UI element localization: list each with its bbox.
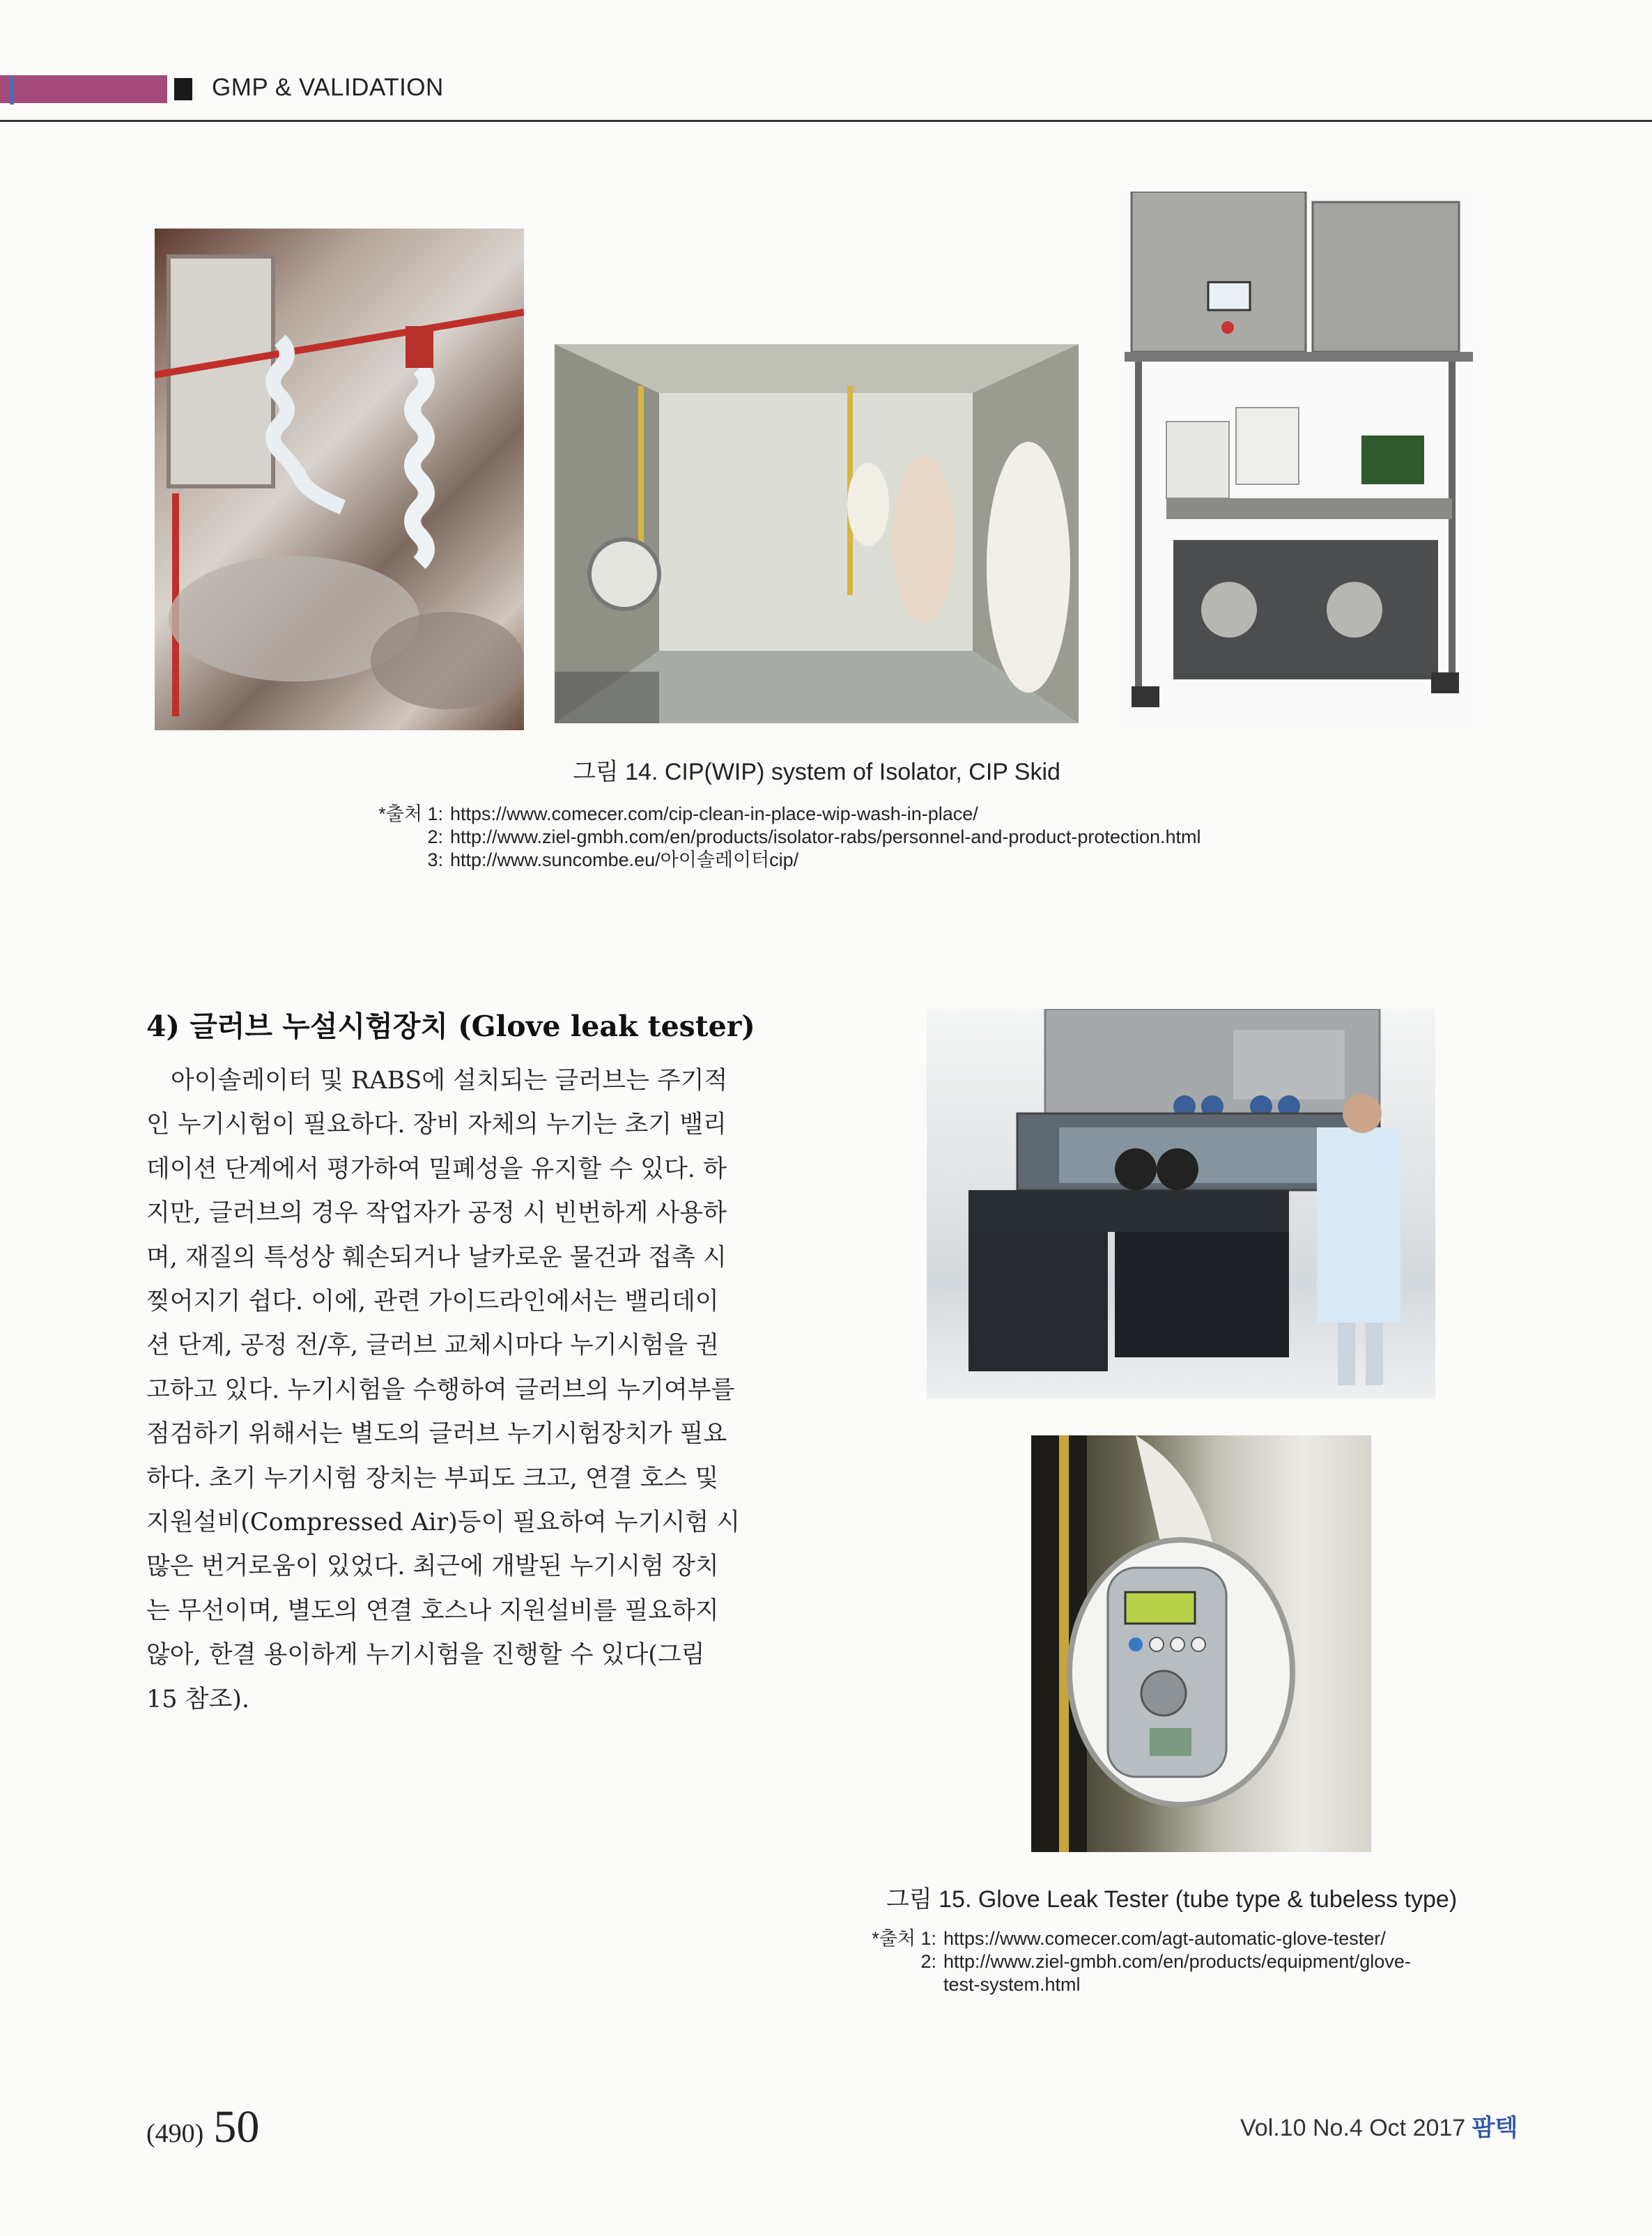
issue-label: Vol.10 No.4 Oct 2017 (1240, 2115, 1466, 2141)
body-line: 지만, 글러브의 경우 작업자가 공정 시 빈번하게 사용하 (146, 1199, 727, 1228)
body-line: 찢어지기 쉽다. 이에, 관련 가이드라인에서는 밸리데이 (146, 1288, 719, 1316)
source-url: https://www.comecer.com/cip-clean-in-place-wip-wash-in-place/ (450, 803, 978, 824)
body-line: 지원설비(Compressed Air)등이 필요하여 누기시험 시 (146, 1509, 741, 1537)
body-line: 인 누기시험이 필요하다. 장비 자체의 누기는 초기 밸리 (146, 1111, 727, 1139)
page-number: 50 (213, 2102, 260, 2152)
header-accent-bar (0, 75, 167, 103)
photo-cip-skid (1125, 192, 1473, 728)
figure14-sources (368, 803, 1201, 872)
page-prefix: (490) (146, 2119, 204, 2148)
body-line: 하다. 초기 누기시험 장치는 부피도 크고, 연결 호스 및 (146, 1464, 719, 1493)
source-row (861, 1927, 1411, 1950)
source-url-continuation: test-system.html (943, 1974, 1081, 1995)
header-edge-mark (10, 77, 14, 105)
body-line: 며, 재질의 특성상 훼손되거나 날카로운 물건과 접촉 시 (146, 1243, 727, 1272)
body-line: 점검하기 위해서는 별도의 글러브 누기시험장치가 필요 (146, 1420, 727, 1449)
magazine-brand: 팜텍 (1472, 2114, 1518, 2142)
photo-isolator-interior-gloves (555, 344, 1079, 723)
source-label: *출처 1: (872, 1928, 936, 1949)
source-url: http://www.suncombe.eu/아이솔레이터cip/ (450, 849, 799, 870)
source-url: https://www.comecer.com/agt-automatic-glove-tester/ (943, 1928, 1386, 1949)
figure15-caption: 그림 15. Glove Leak Tester (tube type & tubeless type) (886, 1886, 1458, 1913)
section-heading: 4) 글러브 누설시험장치 (Glove leak tester) (146, 1010, 755, 1043)
article-body (146, 1059, 819, 1722)
body-line: 는 무선이며, 별도의 연결 호스나 지원설비를 필요하지 (146, 1596, 719, 1625)
source-label: 2: (920, 1951, 936, 1972)
photo-tubeless-glove-tester (1031, 1435, 1371, 1852)
issue-info (1240, 2108, 1518, 2143)
body-line: 데이션 단계에서 평가하여 밀폐성을 유지할 수 있다. 하 (146, 1155, 727, 1183)
source-label: 2: (427, 826, 443, 847)
source-row (368, 849, 1201, 872)
body-line: 고하고 있다. 누기시험을 수행하여 글러브의 누기여부를 (146, 1375, 735, 1404)
photo-isolator-cip-hoses (155, 229, 524, 730)
source-row (368, 826, 1201, 849)
section-title: GMP & VALIDATION (212, 74, 444, 101)
source-row (861, 1950, 1411, 1973)
page-number-block (146, 2101, 259, 2154)
header-rule (0, 120, 1652, 122)
body-line: 아이솔레이터 및 RABS에 설치되는 글러브는 주기적 (146, 1067, 728, 1095)
source-url: http://www.ziel-gmbh.com/en/products/equipment/glove- (943, 1951, 1411, 1972)
source-url: http://www.ziel-gmbh.com/en/products/isolator-rabs/personnel-and-product-protection.html (450, 826, 1201, 847)
source-row (368, 803, 1201, 826)
source-label: *출처 1: (378, 803, 443, 824)
body-line: 많은 번거로움이 있었다. 최근에 개발된 누기시험 장치 (146, 1552, 719, 1581)
body-line: 션 단계, 공정 전/후, 글러브 교체시마다 누기시험을 권 (146, 1332, 719, 1360)
photo-glove-leak-tester-operator (927, 1009, 1435, 1399)
body-line: 15 참조). (146, 1685, 250, 1713)
body-line: 않아, 한결 용이하게 누기시험을 진행할 수 있다(그림 (146, 1641, 705, 1670)
figure14-caption: 그림 14. CIP(WIP) system of Isolator, CIP Skid (573, 759, 1060, 785)
figure15-sources (861, 1927, 1411, 1996)
source-label: 3: (427, 849, 443, 870)
header-square-marker (174, 78, 192, 100)
